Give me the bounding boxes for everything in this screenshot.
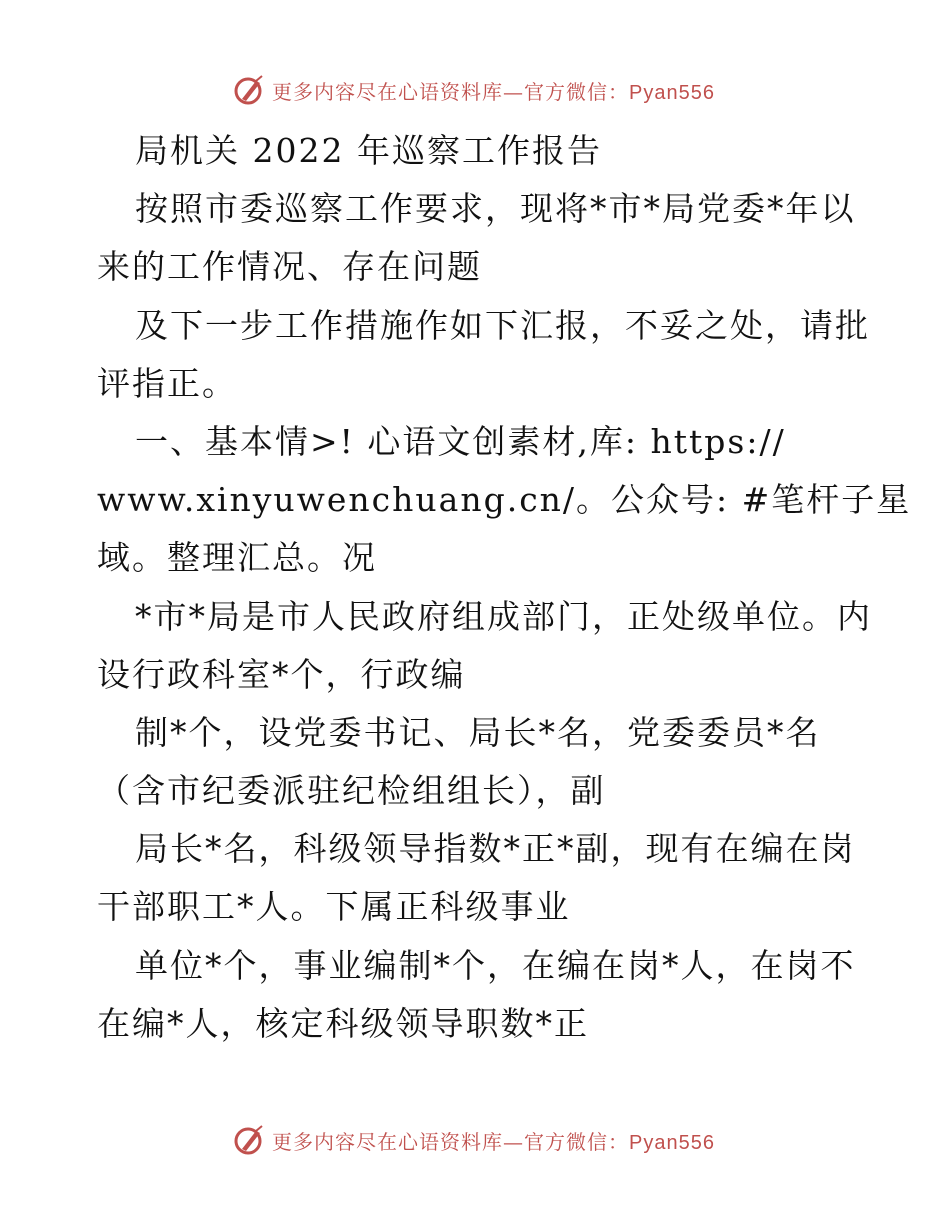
wechat-id: Pyan556 xyxy=(629,81,715,104)
text-line: 单位*个，事业编制*个，在编在岗*人，在岗不 xyxy=(135,945,856,985)
text-line: *市*局是市人民政府组成部门，正处级单位。内 xyxy=(135,596,872,636)
text-line: 按照市委巡察工作要求，现将*市*局党委*年以 xyxy=(135,189,856,229)
text-line: （含市纪委派驻纪检组组长），副 xyxy=(97,771,606,811)
watermark-text: 更多内容尽在心语资料库—官方微信：Pyan556 xyxy=(272,1129,715,1154)
document-body xyxy=(97,122,912,1053)
text-line: 来的工作情况、存在问题 xyxy=(97,247,482,287)
header-watermark-banner xyxy=(232,70,715,110)
text-line: 域。整理汇总。况 xyxy=(97,538,377,578)
pen-logo-icon xyxy=(232,73,266,107)
text-line: 在编*人，核定科级领导职数*正 xyxy=(97,1003,589,1043)
text-line: 设行政科室*个，行政编 xyxy=(97,654,466,694)
wechat-id: Pyan556 xyxy=(629,1131,715,1154)
text-line: 评指正。 xyxy=(97,363,237,403)
pen-logo-icon xyxy=(232,1123,266,1157)
footer-watermark-banner xyxy=(232,1120,715,1160)
text-line: 制*个，设党委书记、局长*名，党委委员*名 xyxy=(135,712,821,752)
text-line: 干部职工*人。下属正科级事业 xyxy=(97,887,571,927)
text-line: www.xinyuwenchuang.cn/。公众号: #笔杆子星 xyxy=(97,480,912,520)
watermark-text: 更多内容尽在心语资料库—官方微信：Pyan556 xyxy=(272,79,715,104)
text-line: 局长*名，科级领导指数*正*副，现有在编在岗 xyxy=(135,829,856,869)
text-line: 及下一步工作措施作如下汇报，不妥之处，请批 xyxy=(135,305,870,345)
text-line: 一、基本情>! 心语文创素材,库: https:// xyxy=(135,421,786,461)
text-line: 局机关 2022 年巡察工作报告 xyxy=(135,131,602,170)
